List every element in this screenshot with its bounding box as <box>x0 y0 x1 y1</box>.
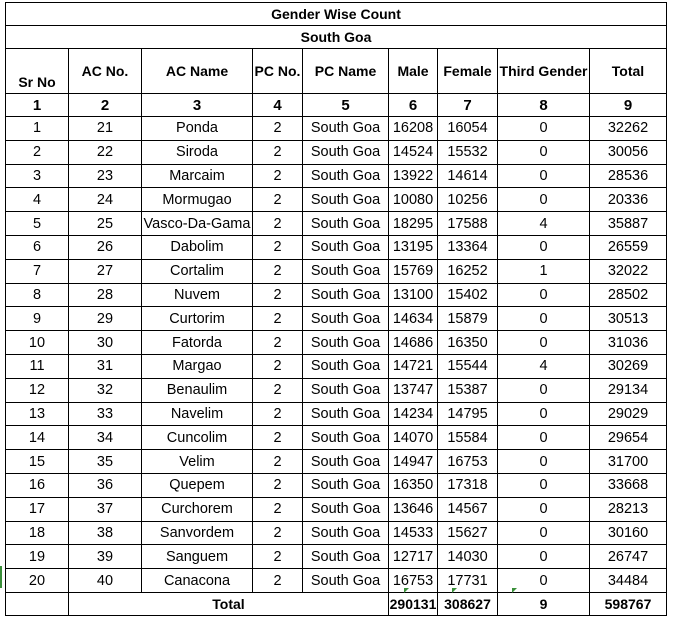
cell-pc-name: South Goa <box>303 259 389 283</box>
cell-ac-no: 31 <box>69 354 142 378</box>
table-row <box>6 117 667 141</box>
total-row <box>6 592 667 615</box>
table-row <box>6 188 667 212</box>
cell-pc-name: South Goa <box>303 331 389 355</box>
cell-ac-no: 28 <box>69 283 142 307</box>
cell-female: 17588 <box>438 212 498 236</box>
cell-male: 14533 <box>389 521 438 545</box>
cell-pc-no: 2 <box>253 545 303 569</box>
cell-ac-name: Velim <box>142 450 253 474</box>
table-row <box>6 497 667 521</box>
cell-female: 16252 <box>438 259 498 283</box>
cell-total: 30160 <box>590 521 667 545</box>
cell-total: 31700 <box>590 450 667 474</box>
cell-male: 13747 <box>389 378 438 402</box>
cell-ac-name: Marcaim <box>142 164 253 188</box>
cell-sr-no: 13 <box>6 402 69 426</box>
cell-male: 14721 <box>389 354 438 378</box>
header-third-gender: Third Gender <box>498 49 590 94</box>
total-grand: 598767 <box>590 592 667 615</box>
cell-female: 15879 <box>438 307 498 331</box>
cell-male: 18295 <box>389 212 438 236</box>
cell-female: 15544 <box>438 354 498 378</box>
cell-sr-no: 1 <box>6 117 69 141</box>
cell-third-gender: 0 <box>498 378 590 402</box>
cell-female: 14567 <box>438 497 498 521</box>
cell-pc-name: South Goa <box>303 426 389 450</box>
cell-male: 13922 <box>389 164 438 188</box>
cell-ac-name: Curchorem <box>142 497 253 521</box>
cell-total: 29654 <box>590 426 667 450</box>
cell-ac-name: Vasco-Da-Gama <box>142 212 253 236</box>
cell-pc-no: 2 <box>253 140 303 164</box>
cell-total: 28536 <box>590 164 667 188</box>
cell-male: 13646 <box>389 497 438 521</box>
cell-pc-no: 2 <box>253 283 303 307</box>
cell-pc-name: South Goa <box>303 283 389 307</box>
cell-pc-name: South Goa <box>303 235 389 259</box>
cell-male: 15769 <box>389 259 438 283</box>
table-row <box>6 307 667 331</box>
cell-pc-name: South Goa <box>303 569 389 593</box>
cell-male: 14686 <box>389 331 438 355</box>
cell-total: 30269 <box>590 354 667 378</box>
cell-pc-no: 2 <box>253 354 303 378</box>
cell-total: 26747 <box>590 545 667 569</box>
cell-third-gender: 4 <box>498 354 590 378</box>
cell-ac-name: Curtorim <box>142 307 253 331</box>
cell-sr-no: 2 <box>6 140 69 164</box>
cell-third-gender: 0 <box>498 164 590 188</box>
cell-third-gender: 0 <box>498 569 590 593</box>
cell-total: 35887 <box>590 212 667 236</box>
cell-ac-name: Siroda <box>142 140 253 164</box>
cell-male: 13100 <box>389 283 438 307</box>
cell-ac-no: 30 <box>69 331 142 355</box>
cell-ac-no: 35 <box>69 450 142 474</box>
cell-pc-no: 2 <box>253 497 303 521</box>
column-number: 2 <box>69 94 142 117</box>
gender-count-table <box>5 2 667 616</box>
cell-sr-no: 16 <box>6 473 69 497</box>
table-row <box>6 212 667 236</box>
error-indicator-triangle <box>452 588 457 593</box>
cell-sr-no: 18 <box>6 521 69 545</box>
cell-pc-name: South Goa <box>303 354 389 378</box>
total-female: 308627 <box>438 592 498 615</box>
cell-ac-no: 34 <box>69 426 142 450</box>
table-title: Gender Wise Count <box>6 3 667 26</box>
cell-ac-name: Mormugao <box>142 188 253 212</box>
column-number: 3 <box>142 94 253 117</box>
column-number: 9 <box>590 94 667 117</box>
cell-female: 10256 <box>438 188 498 212</box>
data-rows <box>6 117 667 593</box>
cell-ac-no: 25 <box>69 212 142 236</box>
cell-third-gender: 0 <box>498 473 590 497</box>
cell-pc-name: South Goa <box>303 212 389 236</box>
cell-ac-no: 40 <box>69 569 142 593</box>
cell-male: 12717 <box>389 545 438 569</box>
cell-total: 30513 <box>590 307 667 331</box>
header-ac-name: AC Name <box>142 49 253 94</box>
cell-pc-no: 2 <box>253 569 303 593</box>
cell-third-gender: 0 <box>498 188 590 212</box>
cell-sr-no: 9 <box>6 307 69 331</box>
total-blank-cell <box>6 592 69 615</box>
cell-sr-no: 11 <box>6 354 69 378</box>
cell-female: 16350 <box>438 331 498 355</box>
cell-male: 14634 <box>389 307 438 331</box>
cell-ac-no: 36 <box>69 473 142 497</box>
cell-pc-no: 2 <box>253 307 303 331</box>
cell-sr-no: 14 <box>6 426 69 450</box>
cell-pc-no: 2 <box>253 164 303 188</box>
cell-sr-no: 4 <box>6 188 69 212</box>
cell-marker <box>0 566 2 588</box>
table-row <box>6 235 667 259</box>
cell-total: 28213 <box>590 497 667 521</box>
cell-pc-no: 2 <box>253 259 303 283</box>
cell-total: 32022 <box>590 259 667 283</box>
table-row <box>6 426 667 450</box>
cell-total: 31036 <box>590 331 667 355</box>
cell-pc-no: 2 <box>253 426 303 450</box>
cell-pc-no: 2 <box>253 235 303 259</box>
cell-pc-no: 2 <box>253 212 303 236</box>
table-row <box>6 283 667 307</box>
cell-ac-no: 24 <box>69 188 142 212</box>
column-number-row <box>6 94 667 117</box>
header-pc-name: PC Name <box>303 49 389 94</box>
table-row <box>6 402 667 426</box>
cell-female: 17318 <box>438 473 498 497</box>
cell-total: 29134 <box>590 378 667 402</box>
table-subtitle: South Goa <box>6 26 667 49</box>
cell-sr-no: 8 <box>6 283 69 307</box>
cell-total: 34484 <box>590 569 667 593</box>
header-ac-no: AC No. <box>69 49 142 94</box>
column-number: 4 <box>253 94 303 117</box>
cell-ac-name: Canacona <box>142 569 253 593</box>
cell-male: 14234 <box>389 402 438 426</box>
cell-sr-no: 10 <box>6 331 69 355</box>
header-total: Total <box>590 49 667 94</box>
cell-female: 15584 <box>438 426 498 450</box>
cell-pc-name: South Goa <box>303 164 389 188</box>
cell-pc-name: South Goa <box>303 117 389 141</box>
table-row <box>6 569 667 593</box>
cell-ac-name: Nuvem <box>142 283 253 307</box>
cell-sr-no: 6 <box>6 235 69 259</box>
cell-third-gender: 0 <box>498 117 590 141</box>
cell-male: 14070 <box>389 426 438 450</box>
cell-female: 14614 <box>438 164 498 188</box>
error-indicator-triangle <box>404 588 409 593</box>
column-number: 7 <box>438 94 498 117</box>
cell-female: 16054 <box>438 117 498 141</box>
header-female: Female <box>438 49 498 94</box>
cell-ac-name: Margao <box>142 354 253 378</box>
cell-third-gender: 0 <box>498 331 590 355</box>
cell-pc-name: South Goa <box>303 378 389 402</box>
cell-sr-no: 17 <box>6 497 69 521</box>
cell-third-gender: 0 <box>498 307 590 331</box>
cell-sr-no: 3 <box>6 164 69 188</box>
header-male: Male <box>389 49 438 94</box>
cell-female: 16753 <box>438 450 498 474</box>
cell-pc-name: South Goa <box>303 521 389 545</box>
cell-third-gender: 4 <box>498 212 590 236</box>
cell-total: 26559 <box>590 235 667 259</box>
cell-male: 14524 <box>389 140 438 164</box>
cell-female: 17731 <box>438 569 498 593</box>
cell-third-gender: 1 <box>498 259 590 283</box>
cell-ac-no: 37 <box>69 497 142 521</box>
cell-ac-no: 23 <box>69 164 142 188</box>
column-number: 1 <box>6 94 69 117</box>
cell-sr-no: 15 <box>6 450 69 474</box>
cell-ac-name: Ponda <box>142 117 253 141</box>
cell-ac-name: Cuncolim <box>142 426 253 450</box>
table-row <box>6 473 667 497</box>
cell-pc-no: 2 <box>253 473 303 497</box>
cell-ac-name: Cortalim <box>142 259 253 283</box>
cell-pc-no: 2 <box>253 450 303 474</box>
cell-sr-no: 7 <box>6 259 69 283</box>
cell-total: 32262 <box>590 117 667 141</box>
cell-third-gender: 0 <box>498 450 590 474</box>
table-row <box>6 450 667 474</box>
cell-pc-no: 2 <box>253 378 303 402</box>
table-row <box>6 521 667 545</box>
cell-female: 15627 <box>438 521 498 545</box>
cell-third-gender: 0 <box>498 140 590 164</box>
cell-total: 33668 <box>590 473 667 497</box>
cell-male: 13195 <box>389 235 438 259</box>
cell-pc-name: South Goa <box>303 450 389 474</box>
sheet-area <box>5 2 667 616</box>
table-row <box>6 164 667 188</box>
header-row <box>6 49 667 94</box>
cell-total: 29029 <box>590 402 667 426</box>
cell-pc-no: 2 <box>253 521 303 545</box>
cell-female: 15387 <box>438 378 498 402</box>
cell-sr-no: 12 <box>6 378 69 402</box>
cell-ac-name: Navelim <box>142 402 253 426</box>
cell-ac-no: 27 <box>69 259 142 283</box>
cell-male: 14947 <box>389 450 438 474</box>
cell-ac-name: Dabolim <box>142 235 253 259</box>
cell-third-gender: 0 <box>498 497 590 521</box>
total-male: 290131 <box>389 592 438 615</box>
cell-pc-no: 2 <box>253 117 303 141</box>
cell-female: 14795 <box>438 402 498 426</box>
cell-pc-name: South Goa <box>303 307 389 331</box>
cell-sr-no: 19 <box>6 545 69 569</box>
column-number: 6 <box>389 94 438 117</box>
cell-third-gender: 0 <box>498 402 590 426</box>
cell-male: 10080 <box>389 188 438 212</box>
cell-total: 30056 <box>590 140 667 164</box>
cell-female: 15532 <box>438 140 498 164</box>
cell-ac-no: 29 <box>69 307 142 331</box>
cell-pc-no: 2 <box>253 188 303 212</box>
header-pc-no: PC No. <box>253 49 303 94</box>
table-row <box>6 378 667 402</box>
table-row <box>6 140 667 164</box>
cell-third-gender: 0 <box>498 283 590 307</box>
total-label: Total <box>69 592 389 615</box>
table-row <box>6 545 667 569</box>
cell-ac-name: Fatorda <box>142 331 253 355</box>
cell-pc-no: 2 <box>253 331 303 355</box>
table-row <box>6 259 667 283</box>
cell-pc-name: South Goa <box>303 497 389 521</box>
cell-total: 28502 <box>590 283 667 307</box>
cell-total: 20336 <box>590 188 667 212</box>
cell-male: 16350 <box>389 473 438 497</box>
cell-third-gender: 0 <box>498 235 590 259</box>
total-third-gender: 9 <box>498 592 590 615</box>
header-sr-no: Sr No <box>6 49 69 94</box>
cell-ac-no: 39 <box>69 545 142 569</box>
cell-ac-no: 33 <box>69 402 142 426</box>
cell-pc-name: South Goa <box>303 140 389 164</box>
cell-pc-name: South Goa <box>303 188 389 212</box>
cell-pc-name: South Goa <box>303 473 389 497</box>
cell-female: 15402 <box>438 283 498 307</box>
cell-sr-no: 5 <box>6 212 69 236</box>
cell-pc-name: South Goa <box>303 402 389 426</box>
cell-third-gender: 0 <box>498 426 590 450</box>
cell-ac-no: 21 <box>69 117 142 141</box>
cell-ac-no: 38 <box>69 521 142 545</box>
column-number: 8 <box>498 94 590 117</box>
table-row <box>6 331 667 355</box>
column-number: 5 <box>303 94 389 117</box>
error-indicator-triangle <box>512 588 517 593</box>
cell-female: 13364 <box>438 235 498 259</box>
table-row <box>6 354 667 378</box>
cell-pc-name: South Goa <box>303 545 389 569</box>
cell-pc-no: 2 <box>253 402 303 426</box>
cell-ac-no: 32 <box>69 378 142 402</box>
cell-ac-name: Sanguem <box>142 545 253 569</box>
cell-male: 16208 <box>389 117 438 141</box>
cell-third-gender: 0 <box>498 545 590 569</box>
cell-female: 14030 <box>438 545 498 569</box>
cell-third-gender: 0 <box>498 521 590 545</box>
cell-ac-name: Benaulim <box>142 378 253 402</box>
cell-ac-name: Quepem <box>142 473 253 497</box>
cell-ac-no: 22 <box>69 140 142 164</box>
cell-sr-no: 20 <box>6 569 69 593</box>
cell-male: 16753 <box>389 569 438 593</box>
cell-ac-no: 26 <box>69 235 142 259</box>
cell-ac-name: Sanvordem <box>142 521 253 545</box>
